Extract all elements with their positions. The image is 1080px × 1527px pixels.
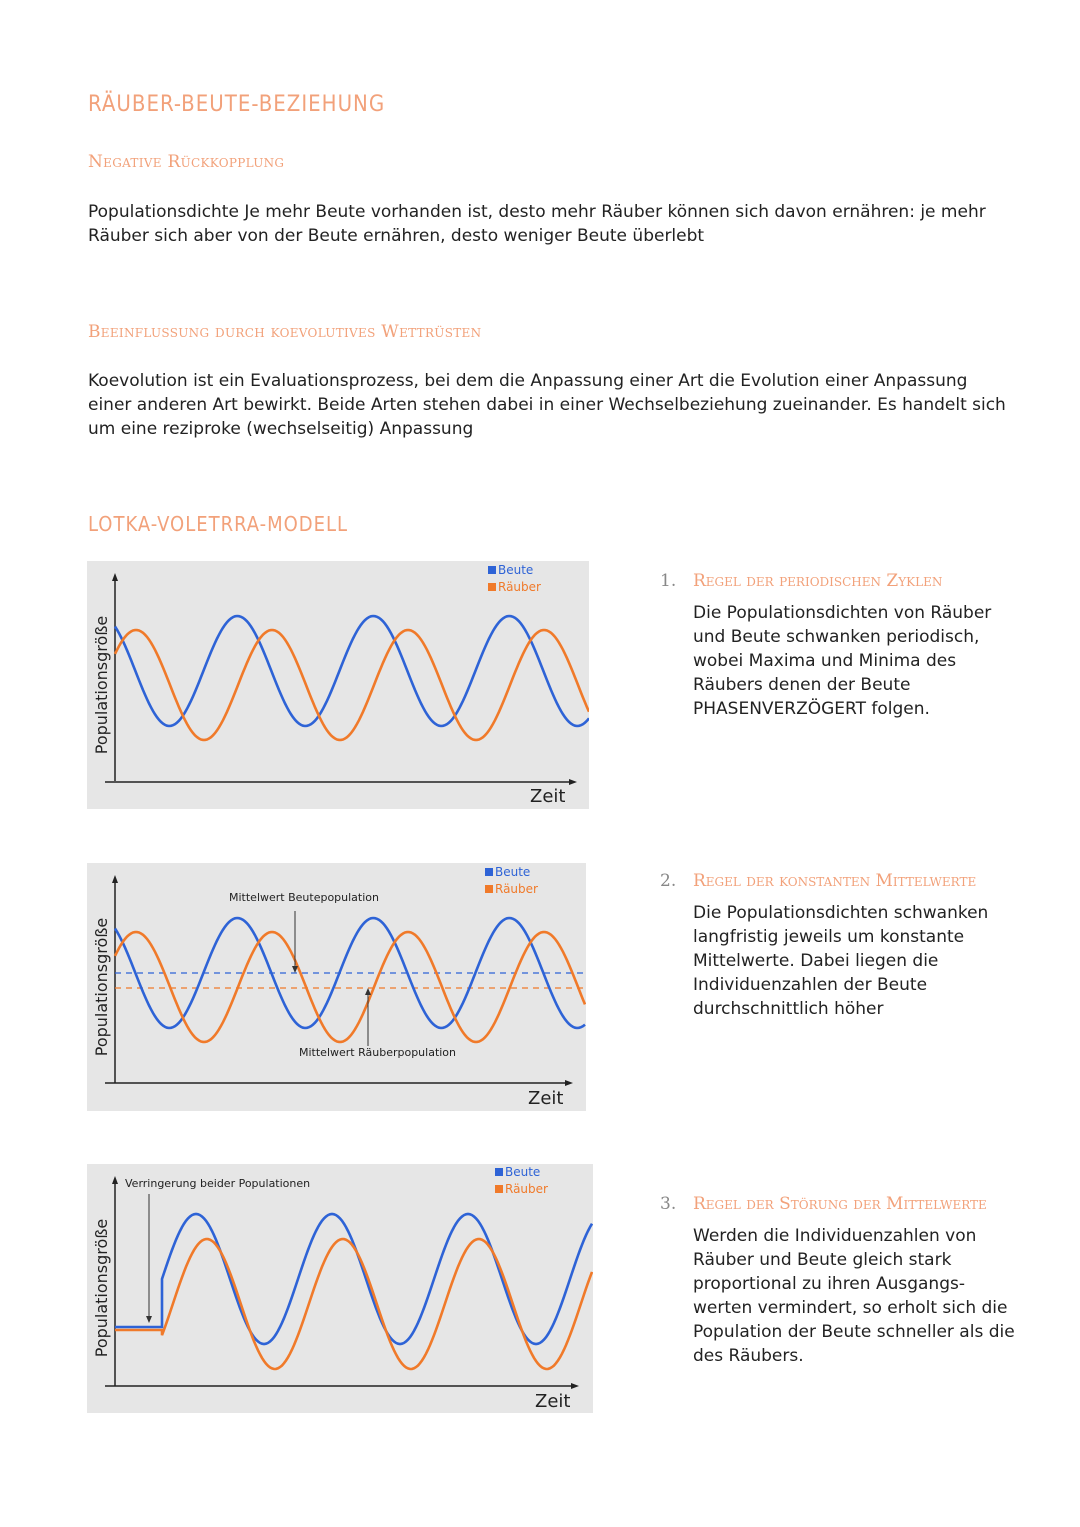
rule-3 — [660, 1194, 1020, 1368]
rule-3-number: 3. — [660, 1194, 677, 1214]
page-title: RÄUBER-BEUTE-BEZIEHUNG — [88, 92, 386, 117]
rule-2-title: Regel der konstanten Mittelwerte — [693, 871, 977, 891]
rule-1-text: Die Populationsdichten von Räuber und Beute schwanken periodisch, wobei Maxima und Minima des Räubers denen der Beute PHASENVERZÖGERT folgen. — [693, 603, 992, 719]
y-axis-arrow — [112, 573, 118, 581]
annotation-mean-predator: Mittelwert Räuberpopulation — [299, 1046, 457, 1059]
legend-beute-label: Beute — [495, 865, 531, 879]
x-axis-label: Zeit — [530, 786, 566, 807]
legend-raeuber-swatch — [495, 1185, 503, 1193]
rule-1-number: 1. — [660, 571, 677, 591]
y-axis-label: Populationsgröße — [92, 917, 111, 1057]
legend-raeuber-label: Räuber — [495, 882, 538, 896]
section-text-feedback: Populationsdichte Je mehr Beute vorhanden ist, desto mehr Räuber können sich davon ernähren: je mehr Räuber sich aber von der Beute ernähren, desto weniger Beute überlebt — [88, 202, 986, 246]
y-axis-arrow — [112, 1176, 118, 1184]
pointer-mean-predator-arrow — [365, 988, 371, 995]
x-axis-label: Zeit — [528, 1088, 564, 1109]
chart-periodic-cycles — [87, 561, 589, 809]
x-axis-arrow — [571, 1383, 579, 1389]
legend-raeuber-label: Räuber — [505, 1182, 548, 1196]
legend-raeuber-swatch — [485, 885, 493, 893]
legend-beute-swatch — [488, 566, 496, 574]
chart-constant-means — [87, 863, 586, 1111]
pointer-reduction-arrow — [146, 1316, 152, 1323]
chart-1-svg — [87, 561, 589, 809]
legend-beute-swatch — [495, 1168, 503, 1176]
pointer-mean-prey-arrow — [292, 966, 298, 973]
annotation-mean-prey: Mittelwert Beutepopulation — [229, 891, 379, 904]
rule-3-text: Werden die Individuenzahlen von Räuber und Beute gleich stark proportional zu ihren Ausgangs- werten vermindert, so erholt sich die Population der Beute schneller als die des Räubers. — [693, 1226, 1015, 1366]
y-axis-label: Populationsgröße — [92, 1218, 111, 1358]
chart-2-svg — [87, 863, 586, 1111]
series-beute-line — [115, 616, 589, 726]
legend-beute-label: Beute — [498, 563, 534, 577]
rule-1-title: Regel der periodischen Zyklen — [693, 571, 943, 591]
chart-3-svg — [87, 1164, 593, 1413]
rule-2 — [660, 871, 1020, 1021]
legend-beute-swatch — [485, 868, 493, 876]
x-axis-label: Zeit — [535, 1391, 571, 1412]
x-axis-arrow — [569, 779, 577, 785]
model-heading: LOTKA-VOLETRRA-MODELL — [88, 512, 349, 536]
legend-beute-label: Beute — [505, 1165, 541, 1179]
section-heading-coevolution: Beeinflussung durch koevolutives Wettrüsten — [88, 322, 482, 342]
chart-disturbed-means — [87, 1164, 593, 1413]
y-axis-label: Populationsgröße — [92, 615, 111, 755]
annotation-reduction: Verringerung beider Populationen — [125, 1177, 311, 1190]
y-axis-arrow — [112, 875, 118, 883]
series-raeuber-line — [115, 1239, 592, 1369]
rule-2-number: 2. — [660, 871, 677, 891]
legend-raeuber-label: Räuber — [498, 580, 541, 594]
series-raeuber-line — [115, 630, 589, 740]
x-axis-arrow — [565, 1080, 573, 1086]
rule-2-text: Die Populationsdichten schwanken langfristig jeweils um konstante Mittelwerte. Dabei liegen die Individuenzahlen der Beute durchschnittlich höher — [693, 903, 989, 1019]
section-heading-feedback: Negative Rückkopplung — [88, 152, 285, 172]
rule-3-title: Regel der Störung der Mittelwerte — [693, 1194, 987, 1214]
legend-raeuber-swatch — [488, 583, 496, 591]
rule-1 — [660, 571, 1020, 721]
section-text-coevolution: Koevolution ist ein Evaluationsprozess, bei dem die Anpassung einer Art die Evolution einer Anpassung einer anderen Art bewirkt. Beide Arten stehen dabei in einer Wechselbeziehung zueinander. Es handelt sich um eine reziproke (wechselseitig) Anpassung — [88, 371, 1006, 439]
